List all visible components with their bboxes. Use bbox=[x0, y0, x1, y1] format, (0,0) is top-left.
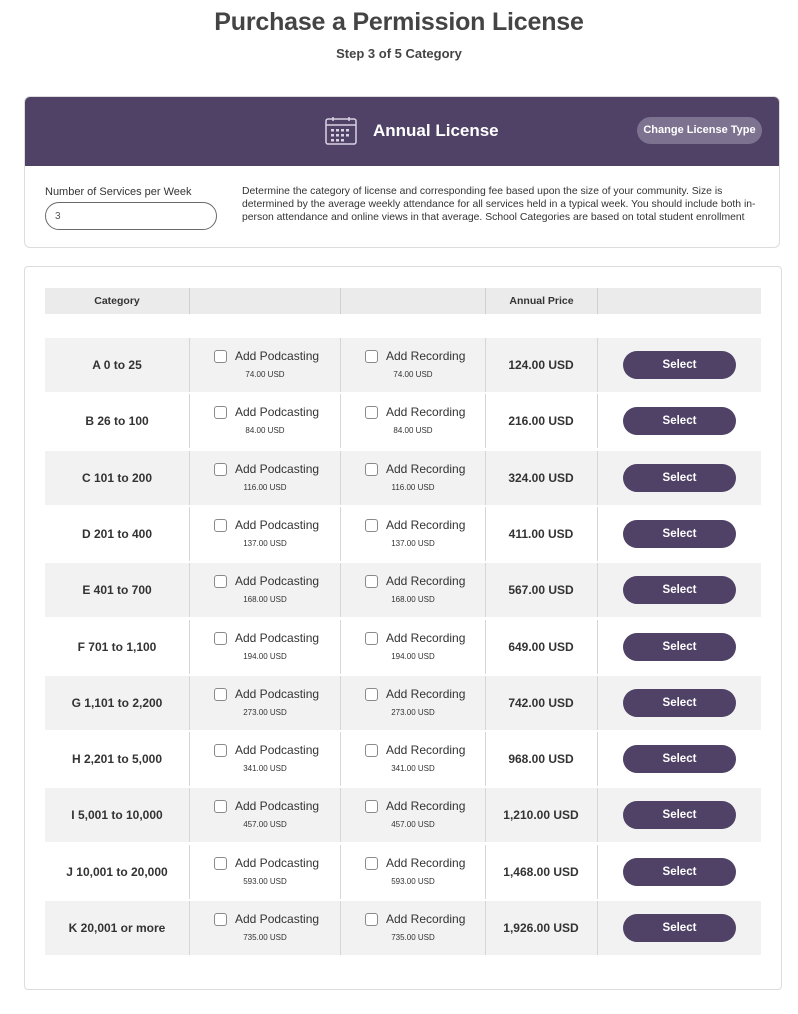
recording-checkbox[interactable] bbox=[365, 575, 378, 588]
recording-option bbox=[341, 563, 485, 617]
recording-label: Add Recording bbox=[386, 517, 466, 532]
podcasting-option bbox=[190, 338, 340, 392]
header-recording bbox=[341, 288, 486, 314]
category-table-panel bbox=[24, 266, 782, 990]
recording-price: 341.00 USD bbox=[391, 764, 435, 774]
category-cell: F 701 to 1,100 bbox=[77, 639, 157, 654]
podcasting-label: Add Podcasting bbox=[235, 349, 320, 363]
recording-label: Add Recording bbox=[386, 630, 466, 645]
podcasting-checkbox[interactable] bbox=[214, 406, 227, 419]
podcasting-option bbox=[190, 394, 340, 448]
recording-label: Add Recording bbox=[386, 912, 466, 926]
podcasting-checkbox[interactable] bbox=[214, 463, 227, 476]
recording-option bbox=[341, 788, 485, 842]
category-cell: C 101 to 200 bbox=[81, 470, 153, 485]
podcasting-price: 137.00 USD bbox=[243, 538, 287, 548]
podcasting-option bbox=[190, 620, 340, 674]
podcasting-price: 341.00 USD bbox=[243, 764, 287, 774]
podcasting-checkbox[interactable] bbox=[214, 744, 227, 757]
step-indicator: Step 3 of 5 Category bbox=[336, 46, 462, 61]
column-divider bbox=[597, 507, 598, 561]
annual-price-cell: 1,926.00 USD bbox=[503, 921, 579, 935]
license-panel bbox=[24, 96, 780, 248]
podcasting-checkbox[interactable] bbox=[214, 519, 227, 532]
podcasting-option bbox=[190, 563, 340, 617]
recording-price: 593.00 USD bbox=[391, 876, 435, 886]
change-license-type-button[interactable]: Change License Type bbox=[637, 117, 762, 144]
page-title: Purchase a Permission License bbox=[214, 8, 584, 36]
select-button[interactable]: Select bbox=[623, 633, 736, 661]
table-row bbox=[45, 563, 761, 617]
recording-label: Add Recording bbox=[386, 349, 466, 363]
podcasting-checkbox[interactable] bbox=[214, 575, 227, 588]
header-action bbox=[598, 288, 761, 314]
podcasting-price: 273.00 USD bbox=[243, 707, 287, 717]
column-divider bbox=[597, 845, 598, 899]
category-cell: E 401 to 700 bbox=[82, 583, 152, 598]
annual-price-cell: 124.00 USD bbox=[508, 358, 574, 372]
annual-price-cell: 649.00 USD bbox=[508, 639, 574, 654]
select-button[interactable]: Select bbox=[623, 858, 736, 886]
recording-option bbox=[341, 676, 485, 730]
recording-checkbox[interactable] bbox=[365, 463, 378, 476]
annual-price-cell: 324.00 USD bbox=[508, 470, 574, 485]
select-button[interactable]: Select bbox=[623, 914, 736, 942]
podcasting-option bbox=[190, 451, 340, 505]
podcasting-label: Add Podcasting bbox=[235, 574, 320, 589]
recording-checkbox[interactable] bbox=[365, 744, 378, 757]
category-cell: J 10,001 to 20,000 bbox=[66, 864, 168, 879]
recording-label: Add Recording bbox=[386, 574, 466, 589]
podcasting-price: 84.00 USD bbox=[245, 426, 285, 436]
license-header bbox=[25, 97, 779, 166]
recording-option bbox=[341, 394, 485, 448]
podcasting-option bbox=[190, 507, 340, 561]
column-divider bbox=[597, 338, 598, 392]
column-divider bbox=[597, 620, 598, 674]
podcasting-price: 457.00 USD bbox=[243, 820, 287, 830]
table-row bbox=[45, 676, 761, 730]
column-divider bbox=[597, 676, 598, 730]
header-podcasting bbox=[190, 288, 341, 314]
table-header bbox=[45, 288, 761, 314]
recording-option bbox=[341, 732, 485, 786]
table-row bbox=[45, 338, 761, 392]
podcasting-label: Add Podcasting bbox=[235, 743, 320, 758]
category-cell: B 26 to 100 bbox=[85, 414, 149, 429]
license-type-title: Annual License bbox=[373, 121, 499, 140]
annual-price-cell: 216.00 USD bbox=[508, 414, 574, 429]
category-cell: A 0 to 25 bbox=[92, 358, 142, 372]
podcasting-checkbox[interactable] bbox=[214, 632, 227, 645]
recording-price: 137.00 USD bbox=[391, 538, 435, 548]
recording-label: Add Recording bbox=[386, 686, 466, 701]
recording-price: 84.00 USD bbox=[393, 426, 433, 436]
recording-option bbox=[341, 338, 485, 392]
podcasting-price: 593.00 USD bbox=[243, 876, 287, 886]
recording-option bbox=[341, 620, 485, 674]
recording-checkbox[interactable] bbox=[365, 350, 378, 363]
select-button[interactable]: Select bbox=[623, 576, 736, 604]
recording-checkbox[interactable] bbox=[365, 406, 378, 419]
calendar-icon bbox=[325, 117, 357, 145]
select-button[interactable]: Select bbox=[623, 407, 736, 435]
table-row bbox=[45, 788, 761, 842]
annual-price-cell: 742.00 USD bbox=[508, 695, 574, 710]
services-per-week-label: Number of Services per Week bbox=[45, 186, 192, 198]
podcasting-price: 74.00 USD bbox=[245, 370, 285, 379]
podcasting-label: Add Podcasting bbox=[235, 630, 320, 645]
recording-label: Add Recording bbox=[386, 855, 466, 870]
podcasting-label: Add Podcasting bbox=[235, 912, 320, 926]
podcasting-label: Add Podcasting bbox=[235, 517, 320, 532]
category-cell: I 5,001 to 10,000 bbox=[71, 808, 163, 823]
podcasting-checkbox[interactable] bbox=[214, 913, 227, 926]
header-category: Category bbox=[45, 288, 190, 314]
recording-option bbox=[341, 845, 485, 899]
recording-price: 194.00 USD bbox=[391, 651, 435, 661]
select-button[interactable]: Select bbox=[623, 520, 736, 548]
table-row bbox=[45, 394, 761, 448]
recording-checkbox[interactable] bbox=[365, 632, 378, 645]
column-divider bbox=[597, 394, 598, 448]
podcasting-price: 735.00 USD bbox=[243, 933, 287, 942]
recording-option bbox=[341, 901, 485, 955]
recording-price: 116.00 USD bbox=[391, 482, 435, 492]
category-help-text: Determine the category of license and corresponding fee based upon the size of your community. Size is determined by the average weekly attendance for all services held in a typical week. You should include both in-person attendance and online views in that average. School Categories are based on total student enrollment bbox=[242, 186, 756, 223]
column-divider bbox=[597, 563, 598, 617]
table-row bbox=[45, 620, 761, 674]
column-divider bbox=[597, 901, 598, 955]
podcasting-option bbox=[190, 676, 340, 730]
podcasting-checkbox[interactable] bbox=[214, 688, 227, 701]
recording-option bbox=[341, 451, 485, 505]
column-divider bbox=[597, 788, 598, 842]
table-row bbox=[45, 901, 761, 955]
podcasting-price: 116.00 USD bbox=[243, 482, 287, 492]
podcasting-option bbox=[190, 901, 340, 955]
table-row bbox=[45, 732, 761, 786]
table-row bbox=[45, 845, 761, 899]
table-row bbox=[45, 451, 761, 505]
recording-price: 735.00 USD bbox=[391, 933, 435, 942]
podcasting-label: Add Podcasting bbox=[235, 799, 320, 814]
recording-label: Add Recording bbox=[386, 799, 466, 814]
annual-price-cell: 1,210.00 USD bbox=[503, 808, 579, 823]
podcasting-label: Add Podcasting bbox=[235, 461, 320, 476]
select-button[interactable]: Select bbox=[623, 801, 736, 829]
podcasting-label: Add Podcasting bbox=[235, 405, 320, 420]
podcasting-price: 194.00 USD bbox=[243, 651, 287, 661]
podcasting-checkbox[interactable] bbox=[214, 800, 227, 813]
recording-price: 168.00 USD bbox=[391, 595, 435, 605]
recording-checkbox[interactable] bbox=[365, 688, 378, 701]
header-annual-price: Annual Price bbox=[486, 288, 598, 314]
recording-label: Add Recording bbox=[386, 743, 466, 758]
select-button[interactable]: Select bbox=[623, 464, 736, 492]
category-cell: K 20,001 or more bbox=[68, 921, 166, 935]
recording-option bbox=[341, 507, 485, 561]
select-button[interactable]: Select bbox=[623, 351, 736, 379]
table-row bbox=[45, 507, 761, 561]
podcasting-label: Add Podcasting bbox=[235, 855, 320, 870]
podcasting-price: 168.00 USD bbox=[243, 595, 287, 605]
recording-checkbox[interactable] bbox=[365, 519, 378, 532]
recording-checkbox[interactable] bbox=[365, 800, 378, 813]
podcasting-checkbox[interactable] bbox=[214, 857, 227, 870]
recording-price: 273.00 USD bbox=[391, 707, 435, 717]
services-per-week-input[interactable] bbox=[45, 202, 217, 230]
recording-price: 74.00 USD bbox=[393, 370, 433, 379]
column-divider bbox=[597, 451, 598, 505]
podcasting-option bbox=[190, 788, 340, 842]
annual-price-cell: 411.00 USD bbox=[508, 526, 574, 541]
select-button[interactable]: Select bbox=[623, 745, 736, 773]
recording-label: Add Recording bbox=[386, 461, 466, 476]
podcasting-checkbox[interactable] bbox=[214, 350, 227, 363]
category-cell: D 201 to 400 bbox=[81, 526, 153, 541]
annual-price-cell: 968.00 USD bbox=[508, 752, 574, 767]
recording-checkbox[interactable] bbox=[365, 913, 378, 926]
recording-checkbox[interactable] bbox=[365, 857, 378, 870]
select-button[interactable]: Select bbox=[623, 689, 736, 717]
podcasting-label: Add Podcasting bbox=[235, 686, 320, 701]
annual-price-cell: 567.00 USD bbox=[508, 583, 574, 598]
podcasting-option bbox=[190, 845, 340, 899]
podcasting-option bbox=[190, 732, 340, 786]
annual-price-cell: 1,468.00 USD bbox=[503, 864, 579, 879]
category-cell: H 2,201 to 5,000 bbox=[71, 752, 163, 767]
recording-price: 457.00 USD bbox=[391, 820, 435, 830]
recording-label: Add Recording bbox=[386, 405, 466, 420]
category-cell: G 1,101 to 2,200 bbox=[71, 695, 163, 710]
column-divider bbox=[597, 732, 598, 786]
